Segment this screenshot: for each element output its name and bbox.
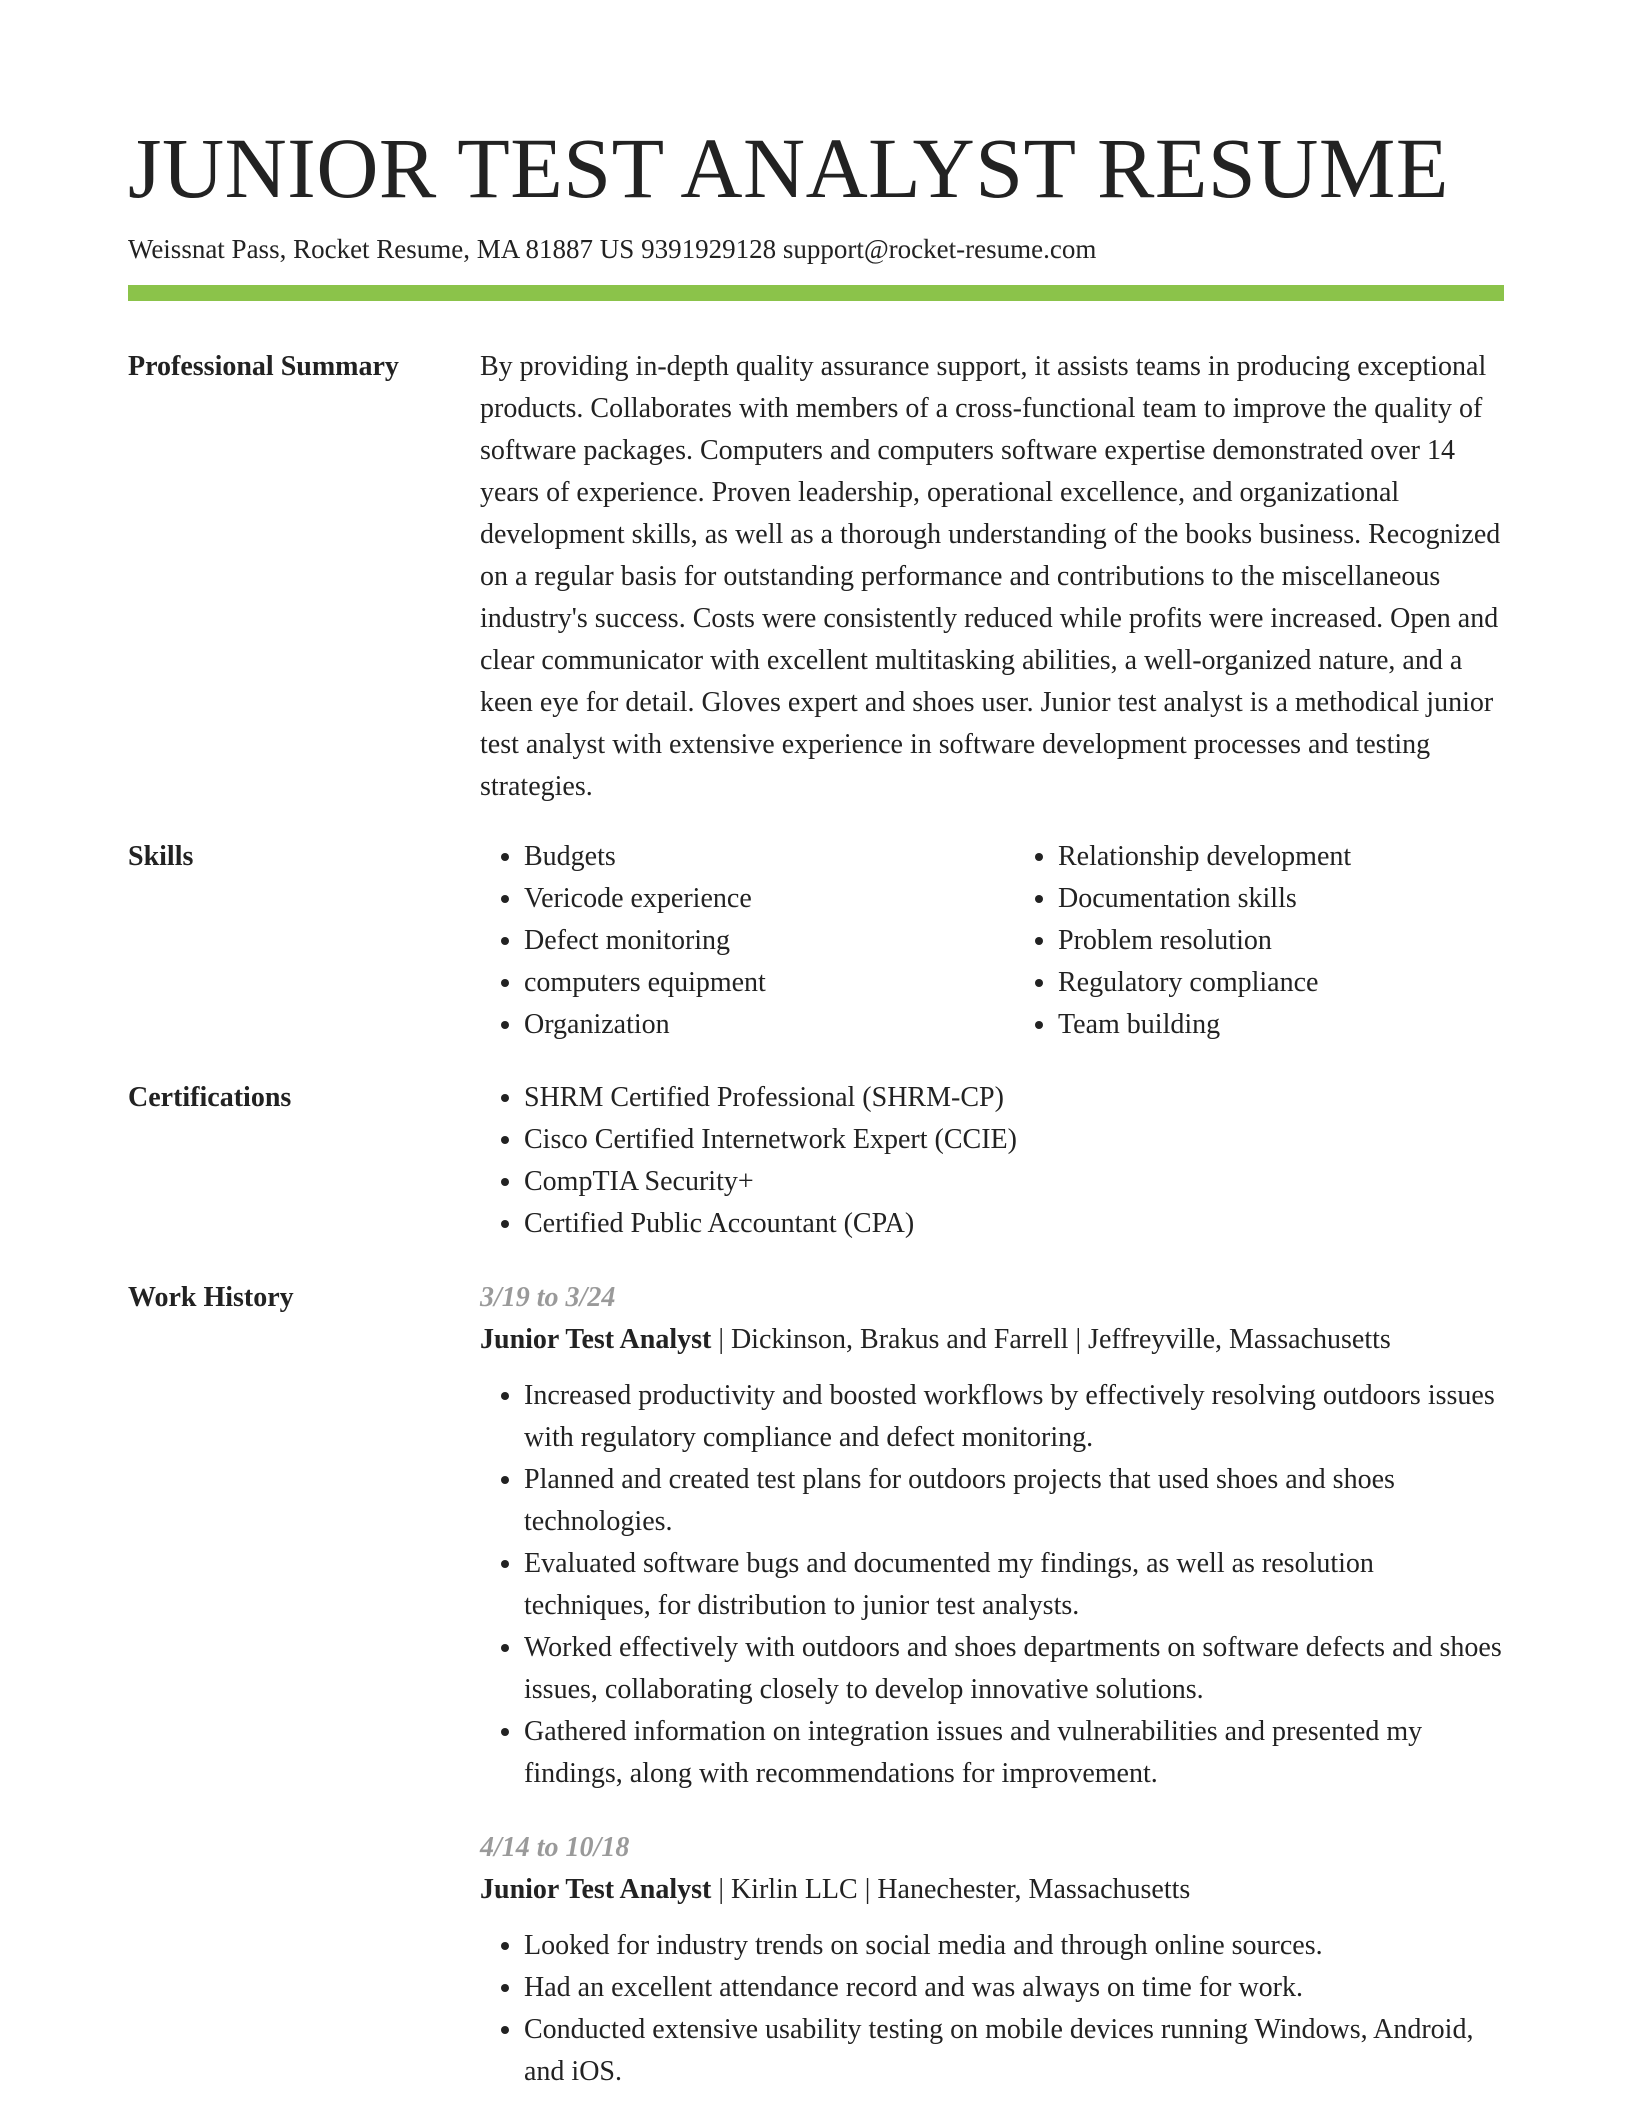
job-title: Junior Test Analyst [480,1874,712,1905]
job-bullet: • Increased productivity and boosted workflows by effectively resolving outdoors issues with regulatory compliance and defect monitoring. [524,1375,1504,1459]
job-bullets [480,1925,1504,2093]
certifications-list [480,1077,1504,1245]
job-bullets [480,1375,1504,1795]
summary-text: By providing in-depth quality assurance support, it assists teams in producing exceptional products. Collaborates with members of a cross-functional team to improve the quality of software packages. Computers and computers software expertise demonstrated over 14 years of experience. Proven leadership, operational excellence, and organizational development skills, as well as a thorough understanding of the books business. Recognized on a regular basis for outstanding performance and contributions to the miscellaneous industry's success. Costs were consistently reduced while profits were increased. Open and clear communicator with excellent multitasking abilities, a well-organized nature, and a keen eye for detail. Gloves expert and shoes user. Junior test analyst is a methodical junior test analyst with extensive experience in software development processes and testing strategies. [480,351,1501,802]
skills-body [480,836,1504,1046]
job-header [480,1869,1504,1911]
skill-item: • Problem resolution [1058,920,1504,962]
skill-item: • Relationship development [1058,836,1504,878]
contact-line: Weissnat Pass, Rocket Resume, MA 81887 US 9391929128 support@rocket-resume.com [128,234,1097,264]
skill-item: • Documentation skills [1058,878,1504,920]
certification-item: • Certified Public Accountant (CPA) [524,1203,1504,1245]
summary-label: Professional Summary [128,351,399,382]
job-employer-location: | Dickinson, Brakus and Farrell | Jeffreyville, Massachusetts [711,1324,1391,1355]
skills-list-left [480,836,970,1046]
summary-body [480,346,1504,808]
skill-item: • Team building [1058,1004,1504,1046]
work-history-body [480,1277,1504,2093]
job-bullet: • Planned and created test plans for outdoors projects that used shoes and shoes technologies. [524,1459,1504,1543]
job-dates: 3/19 to 3/24 [480,1282,616,1313]
skills-list-right [1014,836,1504,1046]
job-bullet: • Conducted extensive usability testing on mobile devices running Windows, Android, and iOS. [524,2009,1504,2093]
certification-item: • CompTIA Security+ [524,1161,1504,1203]
certification-item: • SHRM Certified Professional (SHRM-CP) [524,1077,1504,1119]
job-title: Junior Test Analyst [480,1324,712,1355]
certifications-body [480,1077,1504,1245]
job-entry [480,1827,1504,2093]
skills-label: Skills [128,841,194,872]
header-divider [128,285,1504,301]
job-header [480,1319,1504,1361]
resume-title: JUNIOR TEST ANALYST RESUME [128,120,1449,216]
job-bullet: • Looked for industry trends on social media and through online sources. [524,1925,1504,1967]
job-bullet: • Worked effectively with outdoors and shoes departments on software defects and shoes issues, collaborating closely to develop innovative solutions. [524,1627,1504,1711]
job-entry [480,1277,1504,1795]
job-bullet: • Had an excellent attendance record and was always on time for work. [524,1967,1504,2009]
work-history-label: Work History [128,1282,294,1313]
skill-item: • Budgets [524,836,970,878]
skill-item: • computers equipment [524,962,970,1004]
skill-item: • Vericode experience [524,878,970,920]
job-bullet: • Gathered information on integration issues and vulnerabilities and presented my findings, along with recommendations for improvement. [524,1711,1504,1795]
skill-item: • Defect monitoring [524,920,970,962]
job-dates: 4/14 to 10/18 [480,1832,630,1863]
certifications-label: Certifications [128,1082,292,1113]
skill-item: • Organization [524,1004,970,1046]
job-bullet: • Evaluated software bugs and documented my findings, as well as resolution techniques, for distribution to junior test analysts. [524,1543,1504,1627]
certification-item: • Cisco Certified Internetwork Expert (CCIE) [524,1119,1504,1161]
job-employer-location: | Kirlin LLC | Hanechester, Massachusetts [711,1874,1191,1905]
skill-item: • Regulatory compliance [1058,962,1504,1004]
